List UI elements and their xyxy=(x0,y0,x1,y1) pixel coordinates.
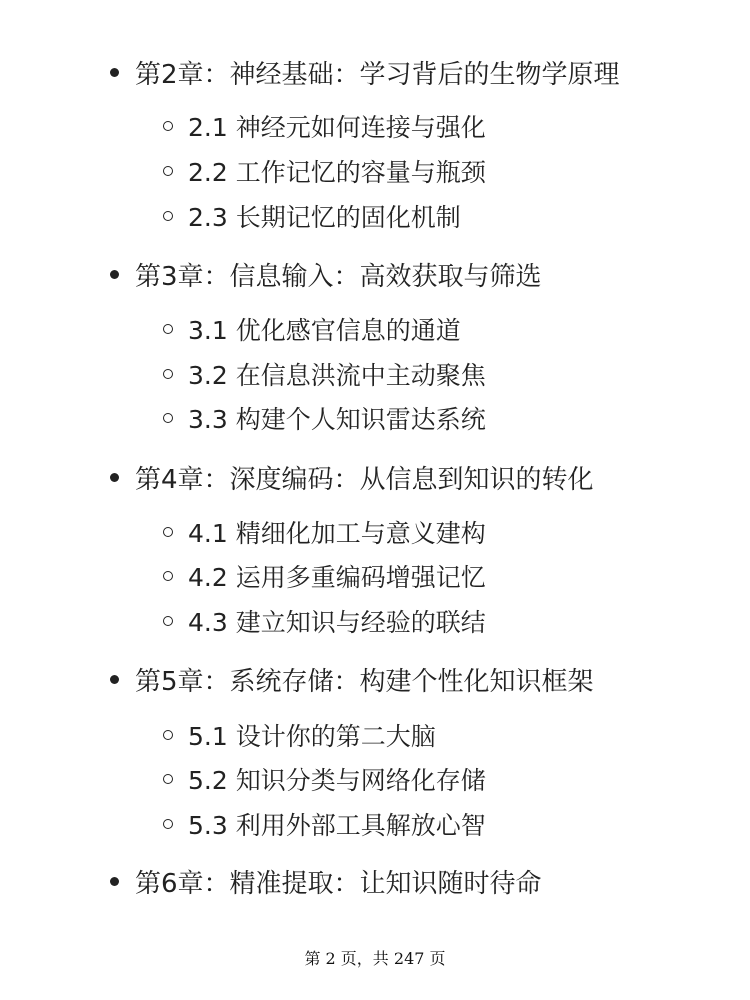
section-title: 5.2 知识分类与网络化存储 xyxy=(188,766,486,795)
filled-bullet-icon xyxy=(110,270,119,279)
section-item xyxy=(163,398,486,438)
section-title: 4.2 运用多重编码增强记忆 xyxy=(188,563,486,592)
hollow-bullet-icon xyxy=(163,121,173,131)
hollow-bullet-icon xyxy=(163,527,173,537)
chapter-item xyxy=(110,252,542,296)
filled-bullet-icon xyxy=(110,877,119,886)
chapter-item xyxy=(110,50,620,94)
filled-bullet-icon xyxy=(110,675,119,684)
chapter-title: 第3章：信息输入：高效获取与筛选 xyxy=(135,261,542,292)
hollow-bullet-icon xyxy=(163,774,173,784)
section-item xyxy=(163,512,486,552)
section-title: 4.1 精细化加工与意义建构 xyxy=(188,519,486,548)
section-title: 5.3 利用外部工具解放心智 xyxy=(188,811,486,840)
section-title: 2.2 工作记忆的容量与瓶颈 xyxy=(188,158,486,187)
section-item xyxy=(163,804,486,844)
section-item xyxy=(163,196,461,236)
chapter-item xyxy=(110,859,542,903)
hollow-bullet-icon xyxy=(163,211,173,221)
hollow-bullet-icon xyxy=(163,819,173,829)
chapter-title: 第5章：系统存储：构建个性化知识框架 xyxy=(135,666,594,697)
section-title: 3.2 在信息洪流中主动聚焦 xyxy=(188,361,486,390)
filled-bullet-icon xyxy=(110,68,119,77)
hollow-bullet-icon xyxy=(163,324,173,334)
section-item xyxy=(163,309,461,349)
hollow-bullet-icon xyxy=(163,369,173,379)
hollow-bullet-icon xyxy=(163,616,173,626)
section-item xyxy=(163,106,486,146)
section-item xyxy=(163,151,486,191)
chapter-title: 第4章：深度编码：从信息到知识的转化 xyxy=(135,464,594,495)
chapter-item xyxy=(110,455,594,499)
chapter-title: 第6章：精准提取：让知识随时待命 xyxy=(135,868,542,899)
hollow-bullet-icon xyxy=(163,166,173,176)
section-item xyxy=(163,601,486,641)
section-title: 2.1 神经元如何连接与强化 xyxy=(188,113,486,142)
chapter-item xyxy=(110,657,594,701)
section-item xyxy=(163,715,436,755)
section-item xyxy=(163,556,486,596)
section-title: 3.3 构建个人知识雷达系统 xyxy=(188,405,486,434)
filled-bullet-icon xyxy=(110,473,119,482)
section-item xyxy=(163,354,486,394)
section-title: 3.1 优化感官信息的通道 xyxy=(188,316,461,345)
section-title: 5.1 设计你的第二大脑 xyxy=(188,722,436,751)
hollow-bullet-icon xyxy=(163,413,173,423)
chapter-title: 第2章：神经基础：学习背后的生物学原理 xyxy=(135,59,620,90)
section-title: 4.3 建立知识与经验的联结 xyxy=(188,608,486,637)
page-footer: 第 2 页，共 247 页 xyxy=(304,949,446,968)
section-title: 2.3 长期记忆的固化机制 xyxy=(188,203,461,232)
section-item xyxy=(163,759,486,799)
hollow-bullet-icon xyxy=(163,730,173,740)
hollow-bullet-icon xyxy=(163,571,173,581)
